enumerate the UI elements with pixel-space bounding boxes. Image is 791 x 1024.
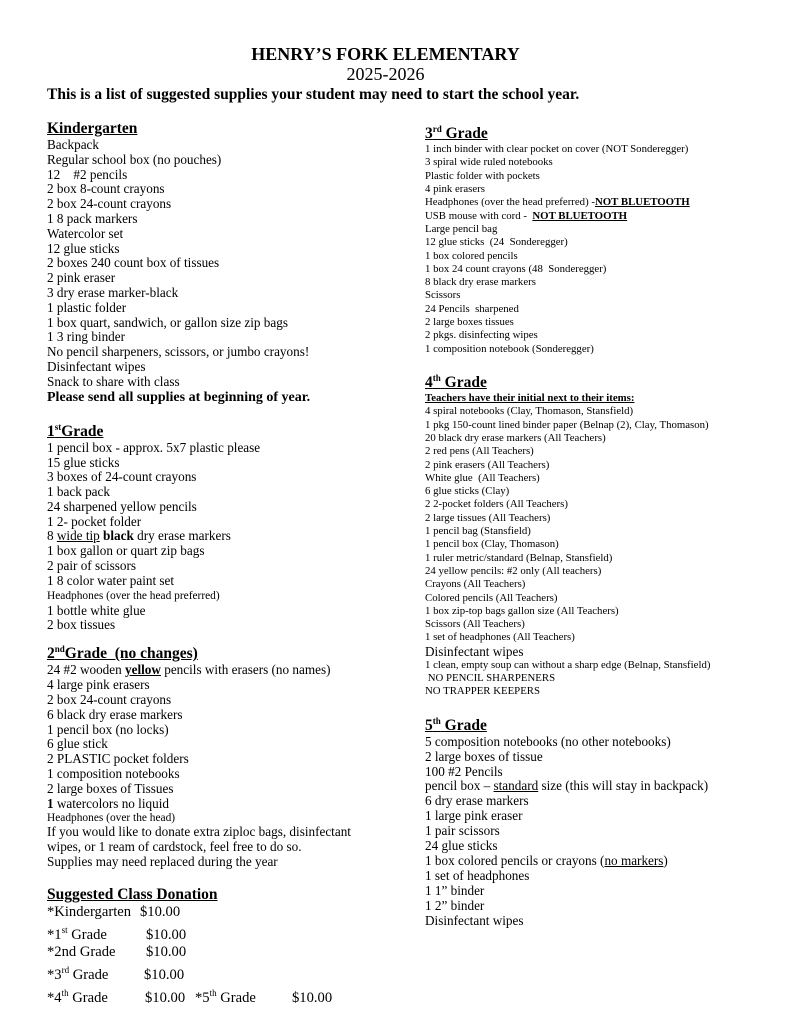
list-item: 12 #2 pencils xyxy=(47,166,128,182)
list-item: NO PENCIL SHARPENERS xyxy=(425,672,556,684)
school-year: 2025-2026 xyxy=(346,64,425,84)
list-item: 1 2- pocket folder xyxy=(47,513,142,529)
list-item: 4 large pink erasers xyxy=(47,677,150,693)
list-item: 1 ruler metric/standard (Belnap, Stansfield) xyxy=(425,551,613,564)
list-item: 20 black dry erase markers (All Teachers) xyxy=(425,431,606,444)
list-item: Backpack xyxy=(47,137,99,152)
list-item: 24 #2 wooden yellow pencils with erasers (no names) xyxy=(47,662,331,678)
list-item: 6 black dry erase markers xyxy=(47,706,183,722)
grade2-title: 2ndGrade (no changes) xyxy=(47,644,198,663)
list-item: Regular school box (no pouches) xyxy=(47,151,222,167)
list-item: 1 watercolors no liquid xyxy=(47,795,169,811)
list-item: 3 spiral wide ruled notebooks xyxy=(425,156,553,169)
list-item: 1 large pink eraser xyxy=(425,808,523,824)
list-item: 6 glue sticks (Clay) xyxy=(425,485,510,498)
left-column xyxy=(47,120,417,1007)
list-item: 2 large boxes of Tissues xyxy=(47,780,174,796)
grade5-section xyxy=(425,712,791,929)
list-item: Colored pencils (All Teachers) xyxy=(425,591,558,604)
list-item: 2 boxes 240 count box of tissues xyxy=(47,255,220,271)
list-item: 1 1” binder xyxy=(425,882,485,898)
grade1-title: 1stGrade xyxy=(47,421,104,440)
list-item: 2 box 24-count crayons xyxy=(47,196,172,212)
list-item: Headphones (over the head preferred) -NOT BLUETOOTH xyxy=(425,196,690,209)
list-item: 2 box 24-count crayons xyxy=(47,692,172,708)
list-item: Disinfectant wipes xyxy=(425,643,524,659)
list-item: 1 composition notebook (Sonderegger) xyxy=(425,342,594,355)
list-item: 2 pink eraser xyxy=(47,270,116,286)
list-item: pencil box – standard size (this will stay in backpack) xyxy=(425,778,709,794)
list-item: 2 box tissues xyxy=(47,617,116,633)
list-item: White glue (All Teachers) xyxy=(425,471,540,484)
list-item: 15 glue sticks xyxy=(47,454,120,470)
list-item: 1 8 color water paint set xyxy=(47,572,175,588)
list-item: 1 pencil box - approx. 5x7 plastic please xyxy=(47,439,261,455)
list-item: 2 large boxes tissues xyxy=(425,316,514,329)
list-item: USB mouse with cord - NOT BLUETOOTH xyxy=(425,209,628,222)
list-item: 5 composition notebooks (no other notebooks) xyxy=(425,733,671,749)
list-item: Scissors (All Teachers) xyxy=(425,618,525,631)
list-item: 1 box zip-top bags gallon size (All Teachers) xyxy=(425,604,619,617)
donation-row: *3rd Grade $10.00 xyxy=(47,965,185,983)
list-item: 1 set of headphones (All Teachers) xyxy=(425,631,575,644)
list-item: 2 PLASTIC pocket folders xyxy=(47,751,189,767)
list-item: 1 box colored pencils xyxy=(425,249,518,262)
list-item: Watercolor set xyxy=(47,225,124,241)
list-item: 1 8 pack markers xyxy=(47,210,138,226)
list-item: Supplies may need replaced during the year xyxy=(47,853,278,869)
donation-row: *Kindergarten $10.00 xyxy=(47,903,181,920)
grade1-section xyxy=(47,418,417,634)
list-item: Scissors xyxy=(425,289,461,302)
list-item: 1 box gallon or quart zip bags xyxy=(47,543,205,559)
list-item: 1 2” binder xyxy=(425,897,485,913)
list-item: 1 set of headphones xyxy=(425,867,530,883)
grade4-title: 4th Grade xyxy=(425,372,487,392)
list-item: 24 yellow pencils: #2 only (All teachers) xyxy=(425,564,602,577)
list-item: NO TRAPPER KEEPERS xyxy=(425,685,540,698)
list-item: 6 glue stick xyxy=(47,736,108,752)
list-item: 6 dry erase markers xyxy=(425,793,529,809)
grade4-section xyxy=(425,369,791,699)
list-item: 2 pink erasers (All Teachers) xyxy=(425,458,550,471)
list-item: 8 wide tip black dry erase markers xyxy=(47,528,231,544)
list-item: 4 pink erasers xyxy=(425,183,485,196)
list-item: Headphones (over the head) xyxy=(47,812,176,825)
page-title: HENRY’S FORK ELEMENTARY xyxy=(251,44,520,64)
list-item: 1 pkg 150-count lined binder paper (Belnap (2), Clay, Thomason) xyxy=(425,418,709,431)
list-item: No pencil sharpeners, scissors, or jumbo crayons! xyxy=(47,344,310,360)
list-item: 1 box 24 count crayons (48 Sonderegger) xyxy=(425,262,607,275)
list-item: 2 large boxes of tissue xyxy=(425,748,543,764)
kindergarten-note: Please send all supplies at beginning of year. xyxy=(47,389,311,405)
right-column xyxy=(425,120,791,929)
list-item: 12 glue sticks xyxy=(47,240,120,256)
list-item: 2 box 8-count crayons xyxy=(47,181,165,197)
list-item: 1 back pack xyxy=(47,484,110,500)
list-item: 1 pencil box (Clay, Thomason) xyxy=(425,538,559,551)
list-item: 1 pair scissors xyxy=(425,823,500,839)
list-item: 24 sharpened yellow pencils xyxy=(47,498,197,514)
list-item: 1 clean, empty soup can without a sharp edge (Belnap, Stansfield) xyxy=(425,658,711,671)
list-item: Snack to share with class xyxy=(47,373,180,389)
grade3-title: 3rd Grade xyxy=(425,124,488,143)
list-item: Crayons (All Teachers) xyxy=(425,578,526,591)
list-item: 3 boxes of 24-count crayons xyxy=(47,469,197,485)
intro-text: This is a list of suggested supplies your student may need to start the school year. xyxy=(47,86,580,103)
list-item: 12 glue sticks (24 Sonderegger) xyxy=(425,236,568,249)
list-item: 8 black dry erase markers xyxy=(425,276,536,289)
list-item: 1 composition notebooks xyxy=(47,766,180,781)
list-item: Disinfectant wipes xyxy=(47,358,146,374)
list-item: wipes, or 1 ream of cardstock, feel free to do so. xyxy=(47,839,302,855)
list-item: 1 inch binder with clear pocket on cover (NOT Sonderegger) xyxy=(425,143,689,156)
donation-section xyxy=(47,886,417,1008)
list-item: 1 3 ring binder xyxy=(47,329,126,345)
list-item: Large pencil bag xyxy=(425,222,498,235)
list-item: 4 spiral notebooks (Clay, Thomason, Stansfield) xyxy=(425,405,634,418)
grade3-section xyxy=(425,120,791,356)
list-item: Plastic folder with pockets xyxy=(425,169,540,182)
list-item: 2 large tissues (All Teachers) xyxy=(425,511,551,524)
list-item: 2 pair of scissors xyxy=(47,558,137,574)
list-item: 1 box colored pencils or crayons (no markers) xyxy=(425,853,668,868)
grade5-title: 5th Grade xyxy=(425,715,487,734)
list-item: 2 pkgs. disinfecting wipes xyxy=(425,329,538,342)
list-item: Headphones (over the head preferred) xyxy=(47,589,220,602)
list-item: 2 red pens (All Teachers) xyxy=(425,445,534,458)
list-item: Disinfectant wipes xyxy=(425,912,524,928)
list-item: 1 plastic folder xyxy=(47,299,127,315)
kindergarten-section xyxy=(47,120,417,406)
grade2-section xyxy=(47,640,417,870)
list-item: 24 glue sticks xyxy=(425,838,498,854)
grade4-subtitle: Teachers have their initial next to their items: xyxy=(425,392,635,405)
donation-title: Suggested Class Donation xyxy=(47,885,218,903)
list-item: 24 Pencils sharpened xyxy=(425,302,519,315)
list-item: 3 dry erase marker-black xyxy=(47,284,179,300)
list-item: 1 pencil bag (Stansfield) xyxy=(425,525,531,538)
donation-row: *2nd Grade $10.00 xyxy=(47,944,187,961)
donation-row: *1st Grade $10.00 xyxy=(47,924,187,943)
list-item: 1 box quart, sandwich, or gallon size zip bags xyxy=(47,314,288,330)
list-item: If you would like to donate extra ziploc bags, disinfectant xyxy=(47,824,351,840)
list-item: 100 #2 Pencils xyxy=(425,763,503,779)
kindergarten-title: Kindergarten xyxy=(47,120,138,137)
list-item: 1 bottle white glue xyxy=(47,602,146,618)
list-item: 1 pencil box (no locks) xyxy=(47,721,169,737)
donation-row: *4th Grade $10.00 *5th Grade $10.00 xyxy=(47,987,333,1006)
list-item: 2 2-pocket folders (All Teachers) xyxy=(425,498,568,511)
